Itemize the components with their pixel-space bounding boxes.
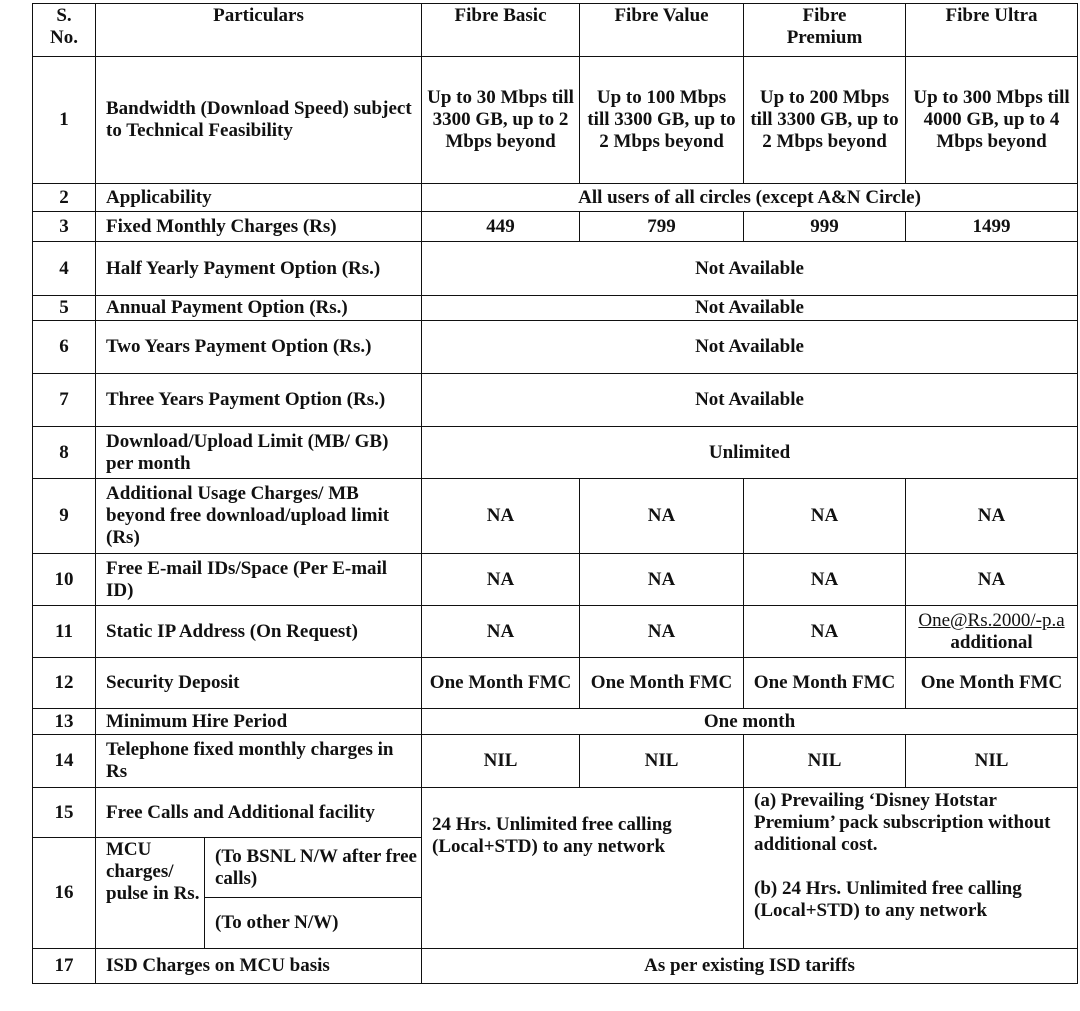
- row-label: Free E-mail IDs/Space (Per E-mail ID): [96, 554, 422, 606]
- table-row: [33, 788, 1078, 838]
- row-label: Applicability: [96, 184, 422, 212]
- cell-premium: NIL: [744, 735, 906, 788]
- row-label: ISD Charges on MCU basis: [96, 949, 422, 984]
- row-label: Annual Payment Option (Rs.): [96, 296, 422, 321]
- cell-value: NA: [580, 479, 744, 554]
- table-row: [33, 949, 1078, 984]
- row-label: Additional Usage Charges/ MB beyond free download/upload limit (Rs): [96, 479, 422, 554]
- table-row: [33, 321, 1078, 374]
- row-number: 7: [33, 374, 96, 427]
- cell-basic: NA: [422, 479, 580, 554]
- row-number: 14: [33, 735, 96, 788]
- cell-basic: Up to 30 Mbps till 3300 GB, up to 2 Mbps beyond: [422, 57, 580, 184]
- table-row: [33, 184, 1078, 212]
- row-number: 1: [33, 57, 96, 184]
- cell-ultra: Up to 300 Mbps till 4000 GB, up to 4 Mbps beyond: [906, 57, 1078, 184]
- cell-all-plans: Not Available: [422, 296, 1078, 321]
- calls-premium-ultra-a: (a) Prevailing ‘Disney Hotstar Premium’ pack subscription without additional cost.: [754, 790, 1051, 855]
- header-plan-basic: Fibre Basic: [422, 4, 580, 57]
- calls-premium-ultra-b: (b) 24 Hrs. Unlimited free calling (Local+STD) to any network: [754, 878, 1022, 921]
- cell-value: NA: [580, 554, 744, 606]
- row-label: MCU charges/ pulse in Rs.: [96, 838, 205, 949]
- row-number: 15: [33, 788, 96, 838]
- cell-all-plans: One month: [422, 709, 1078, 735]
- cell-value: NA: [580, 606, 744, 658]
- row-label: Two Years Payment Option (Rs.): [96, 321, 422, 374]
- cell-all-plans: Not Available: [422, 321, 1078, 374]
- cell-all-plans: Unlimited: [422, 427, 1078, 479]
- table-row: [33, 242, 1078, 296]
- header-sno: S. No.: [33, 4, 96, 57]
- row-label: Static IP Address (On Request): [96, 606, 422, 658]
- cell-all-plans: All users of all circles (except A&N Circle): [422, 184, 1078, 212]
- row-number: 13: [33, 709, 96, 735]
- cell-ultra: NA: [906, 554, 1078, 606]
- row-label: Security Deposit: [96, 658, 422, 709]
- cell-value: NIL: [580, 735, 744, 788]
- cell-ultra: 1499: [906, 212, 1078, 242]
- table-row: [33, 374, 1078, 427]
- table-row: [33, 658, 1078, 709]
- row-number: 11: [33, 606, 96, 658]
- cell-basic: NA: [422, 606, 580, 658]
- mcu-bsnl-network: (To BSNL N/W after free calls): [205, 838, 422, 898]
- table-row: [33, 57, 1078, 184]
- cell-basic: NA: [422, 554, 580, 606]
- tariff-table: [32, 3, 1078, 984]
- cell-value: Up to 100 Mbps till 3300 GB, up to 2 Mbps beyond: [580, 57, 744, 184]
- row-number: 9: [33, 479, 96, 554]
- cell-basic: NIL: [422, 735, 580, 788]
- table-row: [33, 427, 1078, 479]
- cell-ultra: NIL: [906, 735, 1078, 788]
- cell-basic: 449: [422, 212, 580, 242]
- cell-ultra: [906, 606, 1078, 658]
- header-plan-ultra: Fibre Ultra: [906, 4, 1078, 57]
- table-row: [33, 212, 1078, 242]
- calls-premium-ultra: [744, 788, 1078, 949]
- cell-premium: 999: [744, 212, 906, 242]
- cell-all-plans: Not Available: [422, 242, 1078, 296]
- table-row: [33, 606, 1078, 658]
- cell-value: One Month FMC: [580, 658, 744, 709]
- row-label: Telephone fixed monthly charges in Rs: [96, 735, 422, 788]
- calls-basic-value: 24 Hrs. Unlimited free calling (Local+STD) to any network: [422, 788, 744, 949]
- row-number: 17: [33, 949, 96, 984]
- cell-ultra: NA: [906, 479, 1078, 554]
- row-label: Minimum Hire Period: [96, 709, 422, 735]
- cell-premium: NA: [744, 479, 906, 554]
- cell-premium: Up to 200 Mbps till 3300 GB, up to 2 Mbps beyond: [744, 57, 906, 184]
- row-label: Three Years Payment Option (Rs.): [96, 374, 422, 427]
- table-row: [33, 479, 1078, 554]
- static-ip-additional: additional: [950, 631, 1033, 653]
- row-number: 10: [33, 554, 96, 606]
- cell-all-plans: Not Available: [422, 374, 1078, 427]
- table-row: [33, 735, 1078, 788]
- cell-premium: One Month FMC: [744, 658, 906, 709]
- cell-premium: NA: [744, 606, 906, 658]
- header-plan-premium: Fibre Premium: [744, 4, 906, 57]
- row-number: 5: [33, 296, 96, 321]
- row-number: 6: [33, 321, 96, 374]
- row-label: Bandwidth (Download Speed) subject to Technical Feasibility: [96, 57, 422, 184]
- cell-ultra: One Month FMC: [906, 658, 1078, 709]
- cell-basic: One Month FMC: [422, 658, 580, 709]
- cell-all-plans: As per existing ISD tariffs: [422, 949, 1078, 984]
- row-number: 8: [33, 427, 96, 479]
- mcu-other-network: (To other N/W): [205, 898, 422, 949]
- row-label: Free Calls and Additional facility: [96, 788, 422, 838]
- cell-premium: NA: [744, 554, 906, 606]
- table-row: [33, 554, 1078, 606]
- row-label: Download/Upload Limit (MB/ GB) per month: [96, 427, 422, 479]
- row-number: 2: [33, 184, 96, 212]
- row-number: 16: [33, 838, 96, 949]
- table-row: [33, 296, 1078, 321]
- table-row: [33, 709, 1078, 735]
- cell-value: 799: [580, 212, 744, 242]
- row-number: 12: [33, 658, 96, 709]
- table-header-row: [33, 4, 1078, 57]
- row-label: Fixed Monthly Charges (Rs): [96, 212, 422, 242]
- static-ip-price-link[interactable]: One@Rs.2000/-p.a: [918, 609, 1065, 631]
- header-particulars: Particulars: [96, 4, 422, 57]
- row-number: 4: [33, 242, 96, 296]
- row-number: 3: [33, 212, 96, 242]
- header-plan-value: Fibre Value: [580, 4, 744, 57]
- row-label: Half Yearly Payment Option (Rs.): [96, 242, 422, 296]
